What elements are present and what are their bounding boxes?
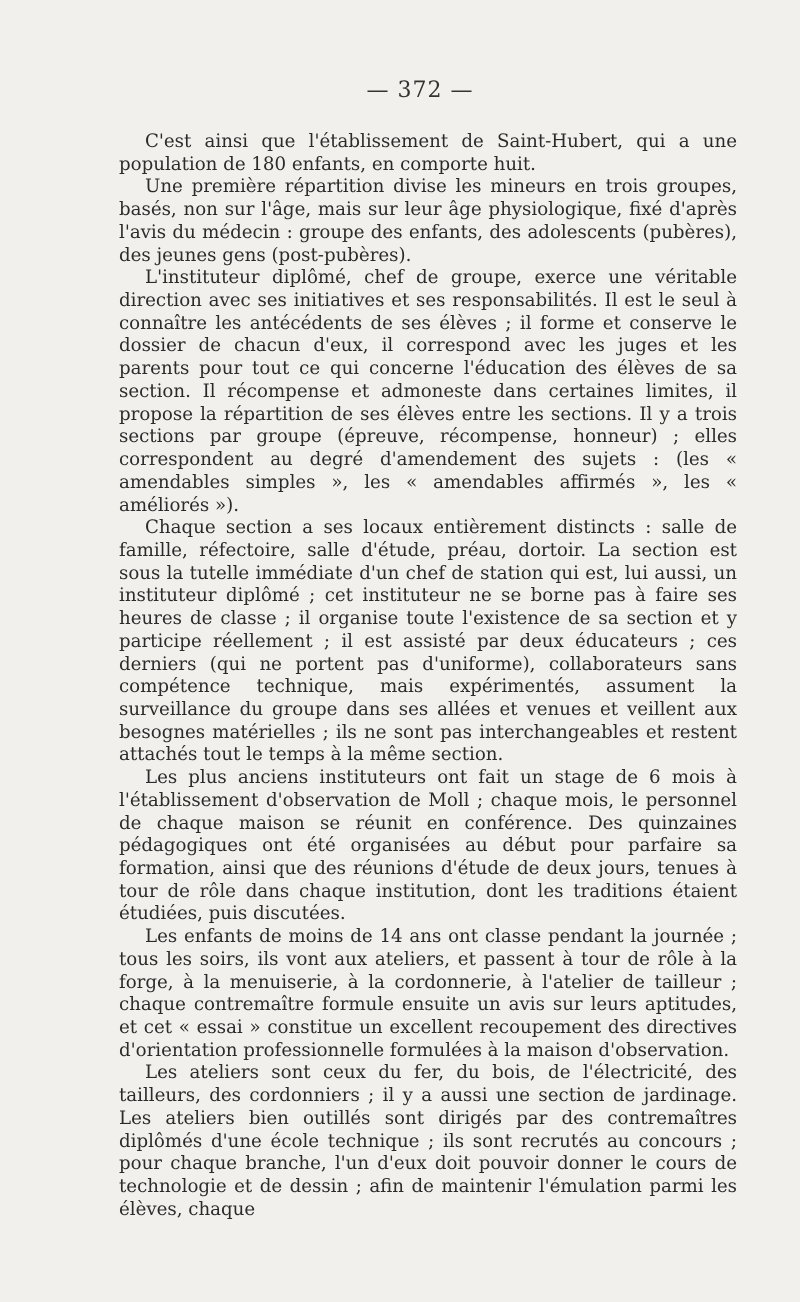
paragraph-2: Une première répartition divise les mineurs en trois groupes, basés, non sur l'âge, mais sur leur âge physiologique, fixé d'après l'avis du médecin : groupe des enfants, des adolescents (pubères), des jeunes gens (post-pubères).: [119, 176, 737, 266]
paragraph-6: Les enfants de moins de 14 ans ont classe pendant la journée ; tous les soirs, ils vont aux ateliers, et passent à tour de rôle à la forge, à la menuiserie, à la cordonnerie, à l'atelier de tailleur ; chaque contremaître formule ensuite un avis sur leurs aptitudes, et cet « essai » constitue un excellent recoupement des directives d'orientation professionnelle formulées à la maison d'observation.: [119, 926, 737, 1061]
page-number: — 372 —: [366, 78, 474, 103]
body-text: [119, 131, 737, 1222]
paragraph-3: L'instituteur diplômé, chef de groupe, exerce une véritable direction avec ses initiatives et ses responsabilités. Il est le seul à connaître les antécédents de ses élèves ; il forme et conserve le dossier de chacun d'eux, il correspond avec les juges et les parents pour tout ce qui concerne l'éducation des élèves de sa section. Il récompense et admoneste dans certaines limites, il propose la répartition de ses élèves entre les sections. Il y a trois sections par groupe (épreuve, récompense, honneur) ; elles correspondent au degré d'amendement des sujets : (les « amendables simples », les « amendables affirmés », les « améliorés »).: [119, 267, 737, 516]
paragraph-4: Chaque section a ses locaux entièrement distincts : salle de famille, réfectoire, salle d'étude, préau, dortoir. La section est sous la tutelle immédiate d'un chef de station qui est, lui aussi, un instituteur diplômé ; cet instituteur ne se borne pas à faire ses heures de classe ; il organise toute l'existence de sa section et y participe réellement ; il est assisté par deux éducateurs ; ces derniers (qui ne portent pas d'uniforme), collaborateurs sans compétence technique, mais expérimentés, assument la surveillance du groupe dans ses allées et venues et veillent aux besognes matérielles ; ils ne sont pas interchangeables et restent attachés tout le temps à la même section.: [119, 517, 737, 766]
paragraph-1: C'est ainsi que l'établissement de Saint-Hubert, qui a une population de 180 enfants, en comporte huit.: [119, 131, 737, 175]
paragraph-5: Les plus anciens instituteurs ont fait un stage de 6 mois à l'établissement d'observation de Moll ; chaque mois, le personnel de chaque maison se réunit en conférence. Des quinzaines pédagogiques ont été organisées au début pour parfaire sa formation, ainsi que des réunions d'étude de deux jours, tenues à tour de rôle dans chaque institution, dont les traditions étaient étudiées, puis discutées.: [119, 767, 737, 925]
paragraph-7: Les ateliers sont ceux du fer, du bois, de l'électricité, des tailleurs, des cordonniers ; il y a aussi une section de jardinage. Les ateliers bien outillés sont dirigés par des contremaîtres diplômés d'une école technique ; ils sont recrutés au concours ; pour chaque branche, l'un d'eux doit pouvoir donner le cours de technologie et de dessin ; afin de maintenir l'émulation parmi les élèves, chaque: [119, 1062, 737, 1220]
